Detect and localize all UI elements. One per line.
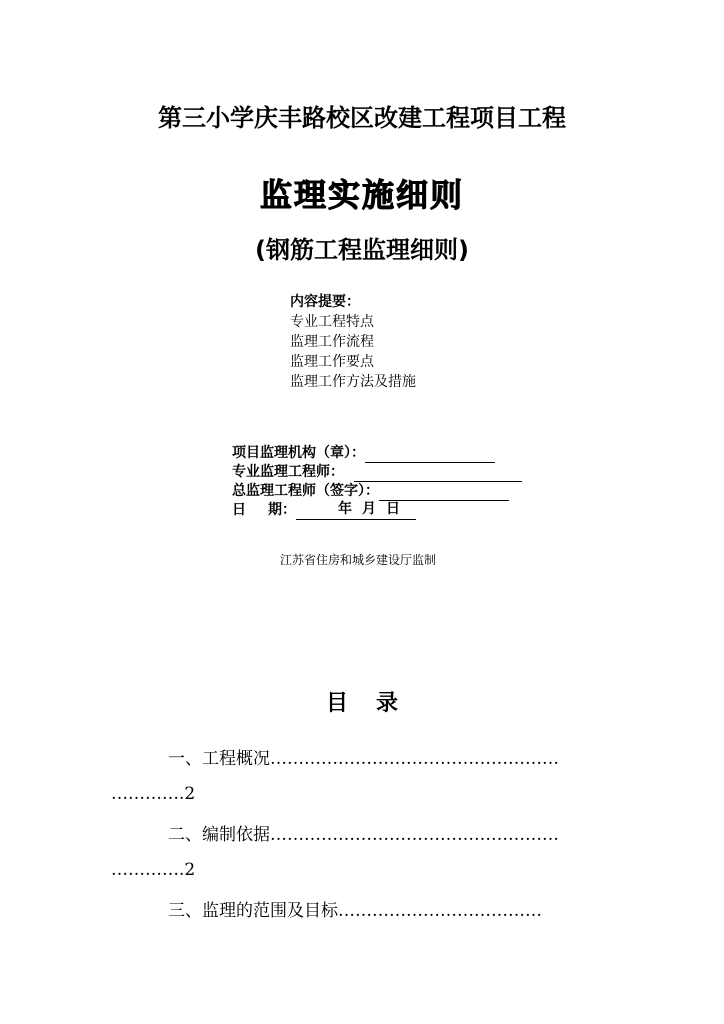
date-month: 月 xyxy=(362,501,376,517)
toc-entry[interactable] xyxy=(168,744,559,769)
document-title: 监理实施细则 xyxy=(259,176,464,214)
toc-title-part: 录 xyxy=(376,691,399,716)
toc-entry-continuation[interactable] xyxy=(111,860,195,880)
toc-title xyxy=(0,686,724,717)
chief-engineer-label: 总监理工程师（签字）： xyxy=(232,483,379,499)
toc-leader: ………… xyxy=(111,784,179,804)
org-seal-field[interactable] xyxy=(365,448,495,463)
toc-page-number: .2 xyxy=(179,860,196,880)
toc-entry[interactable] xyxy=(168,896,542,921)
toc-title-part: 目 xyxy=(325,691,348,716)
toc-leader: …………………………………………… xyxy=(270,825,559,845)
toc-leader: ……………………………… xyxy=(338,901,542,921)
toc-entry-label: 二、编制依据 xyxy=(168,825,270,845)
toc-page-number: .2 xyxy=(179,784,196,804)
summary-heading: 内容提要： xyxy=(290,294,360,310)
date-label: 期： xyxy=(268,502,296,518)
toc-entry-label: 一、工程概况 xyxy=(168,749,270,769)
document-subtitle: (钢筋工程监理细则) xyxy=(255,236,469,264)
date-day: 日 xyxy=(386,501,400,517)
summary-item: 监理工作流程 xyxy=(290,334,374,350)
issuer-text: 江苏省住房和城乡建设厅监制 xyxy=(280,553,437,567)
engineer-field[interactable] xyxy=(354,467,522,482)
signature-block xyxy=(232,444,522,520)
summary-item: 专业工程特点 xyxy=(290,314,374,330)
date-label: 日 xyxy=(232,502,246,518)
date-year: 年 xyxy=(338,501,352,517)
chief-engineer-field[interactable] xyxy=(379,486,509,501)
project-title: 第三小学庆丰路校区改建工程项目工程 xyxy=(158,104,566,132)
engineer-label: 专业监理工程师： xyxy=(232,464,344,480)
org-seal-label: 项目监理机构（章）： xyxy=(232,445,365,461)
toc-leader: ………… xyxy=(111,860,179,880)
date-field[interactable] xyxy=(296,503,416,520)
summary-item: 监理工作要点 xyxy=(290,354,374,370)
toc-entry-label: 三、监理的范围及目标 xyxy=(168,901,338,921)
content-summary xyxy=(290,292,416,392)
toc-leader: …………………………………………… xyxy=(270,749,559,769)
toc-entry[interactable] xyxy=(168,820,559,845)
toc-entry-continuation[interactable] xyxy=(111,784,195,804)
summary-item: 监理工作方法及措施 xyxy=(290,374,416,390)
